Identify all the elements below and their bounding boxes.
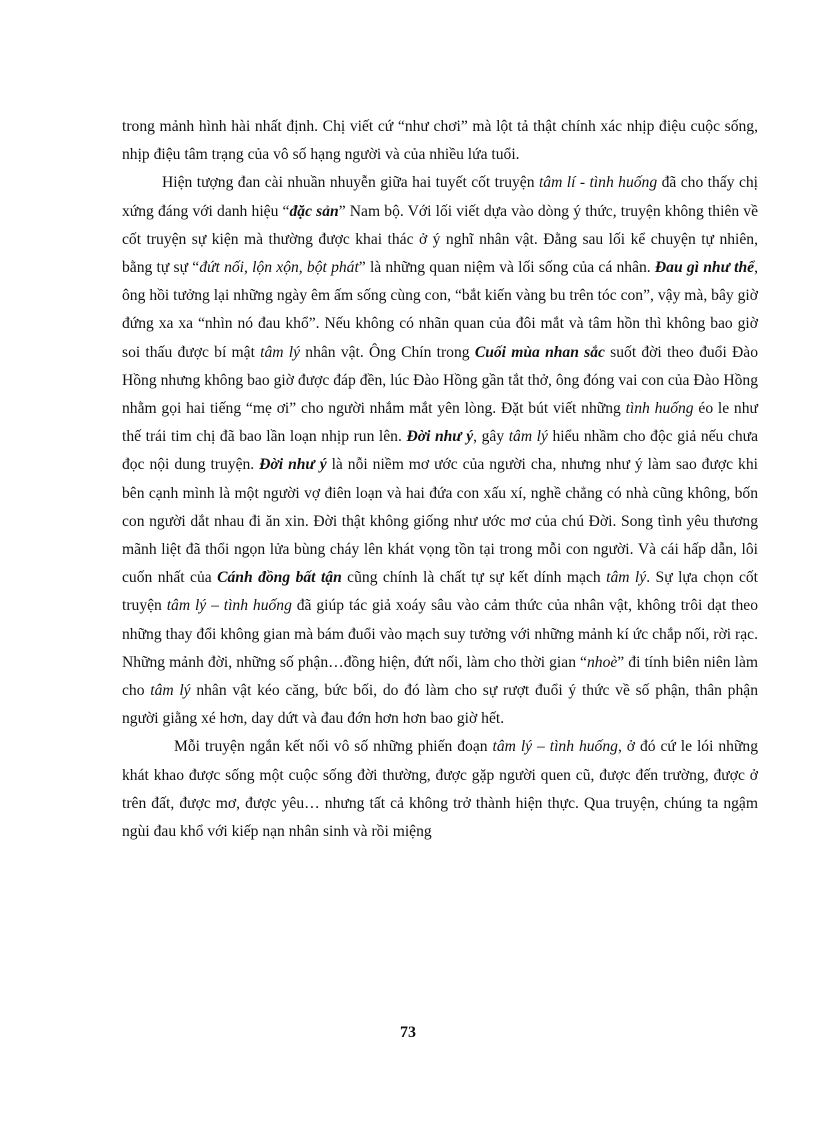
italic-term: tâm lý – tình huống	[166, 597, 292, 615]
italic-term: tâm lý – tình huống	[492, 738, 618, 756]
italic-term: tình huống	[625, 400, 694, 418]
story-title: Đời như ý	[406, 428, 474, 446]
italic-term: tâm lý	[150, 682, 191, 700]
italic-term: tâm lý	[508, 428, 548, 446]
paragraph-3: Mỗi truyện ngắn kết nối vô số những phiến đoạn tâm lý – tình huống, ở đó cứ le lói những khát khao được sống một cuộc sống đời thường, được gặp người quen cũ, được đến trường, được ở trên đất, được mơ, được yêu… nhưng tất cả không trở thành hiện thực. Qua truyện, chúng ta ngậm ngùi đau khổ với kiếp nạn nhân sinh và rồi miệng	[122, 738, 759, 841]
italic-term: nhoè	[586, 653, 618, 671]
story-title: Đời như ý	[259, 456, 327, 474]
italic-term: tâm lí - tình huống	[538, 174, 658, 192]
italic-term: tâm lý	[606, 569, 647, 587]
body-text	[122, 113, 758, 846]
italic-term: đặc sản	[289, 202, 339, 220]
paragraph-2: Hiện tượng đan cài nhuần nhuyễn giữa hai tuyết cốt truyện tâm lí - tình huống đã cho thấy chị xứng đáng với danh hiệu “đặc sản” Nam bộ. Với lối viết dựa vào dòng ý thức, truyện không thiên về cốt truyện sự kiện mà thường được khai thác ở ý nghĩ nhân vật. Đằng sau lối kể chuyện tự nhiên, bằng tự sự “đứt nối, lộn xộn, bột phát” là những quan niệm và lối sống của cá nhân. Đau gì như thể, ông hồi tưởng lại những ngày êm ấm sống cùng con, “bắt kiến vàng bu trên tóc con”, vậy mà, bây giờ đứng xa xa “nhìn nó đau khổ”. Nếu không có nhãn quan của đôi mắt và tâm hồn thì không bao giờ soi thấu được bí mật tâm lý nhân vật. Ông Chín trong Cuối mùa nhan sắc suốt đời theo đuổi Đào Hồng nhưng không bao giờ được đáp đền, lúc Đào Hồng gần tắt thở, ông đóng vai con của Đào Hồng nhằm gọi hai tiếng “mẹ ơi” cho người nhắm mắt yên lòng. Đặt bút viết những tình huống éo le như thế trái tim chị đã bao lần loạn nhịp run lên. Đời như ý, gây tâm lý hiểu nhầm cho độc giả nếu chưa đọc nội dung truyện. Đời như ý là nỗi niềm mơ ước của người cha, nhưng như ý làm sao được khi bên cạnh mình là một người vợ điên loạn và hai đứa con xấu xí, nghề chẳng có nhà cũng không, bốn con người dắt nhau đi ăn xin. Đời thật không giống như ước mơ của chú Đời. Song tình yêu thương mãnh liệt đã thổi ngọn lửa bùng cháy lên khát vọng tồn tại trong mỗi con người. Và cái hấp dẫn, lôi cuốn nhất của Cánh đồng bất tận cũng chính là chất tự sự kết dính mạch tâm lý. Sự lựa chọn cốt truyện tâm lý – tình huống đã giúp tác giả xoáy sâu vào cảm thức của nhân vật, không trôi dạt theo những thay đổi không gian mà bám đuổi vào mạch suy tưởng với những mảnh kí ức chắp nối, rời rạc. Những mảnh đời, những số phận…đồng hiện, đứt nối, làm cho thời gian “nhoè” đi tính biên niên làm cho tâm lý nhân vật kéo căng, bức bối, do đó làm cho sự rượt đuổi ý thức về số phận, thân phận người giằng xé hơn, day dứt và đau đớn hơn hơn bao giờ hết.	[122, 174, 759, 728]
page-number: 73	[400, 1024, 416, 1041]
paragraph-1: trong mảnh hình hài nhất định. Chị viết cứ “như chơi” mà lột tả thật chính xác nhịp điệu cuộc sống, nhịp điệu tâm trạng của vô số hạng người và của nhiều lứa tuổi.	[122, 118, 758, 164]
italic-term: đứt nối, lộn xộn, bột phát	[199, 259, 359, 277]
italic-term: tâm lý	[260, 343, 301, 361]
story-title: Cánh đồng bất tận	[217, 569, 342, 587]
story-title: Cuối mùa nhan sắc	[474, 343, 605, 361]
story-title: Đau gì như thể	[654, 259, 755, 277]
